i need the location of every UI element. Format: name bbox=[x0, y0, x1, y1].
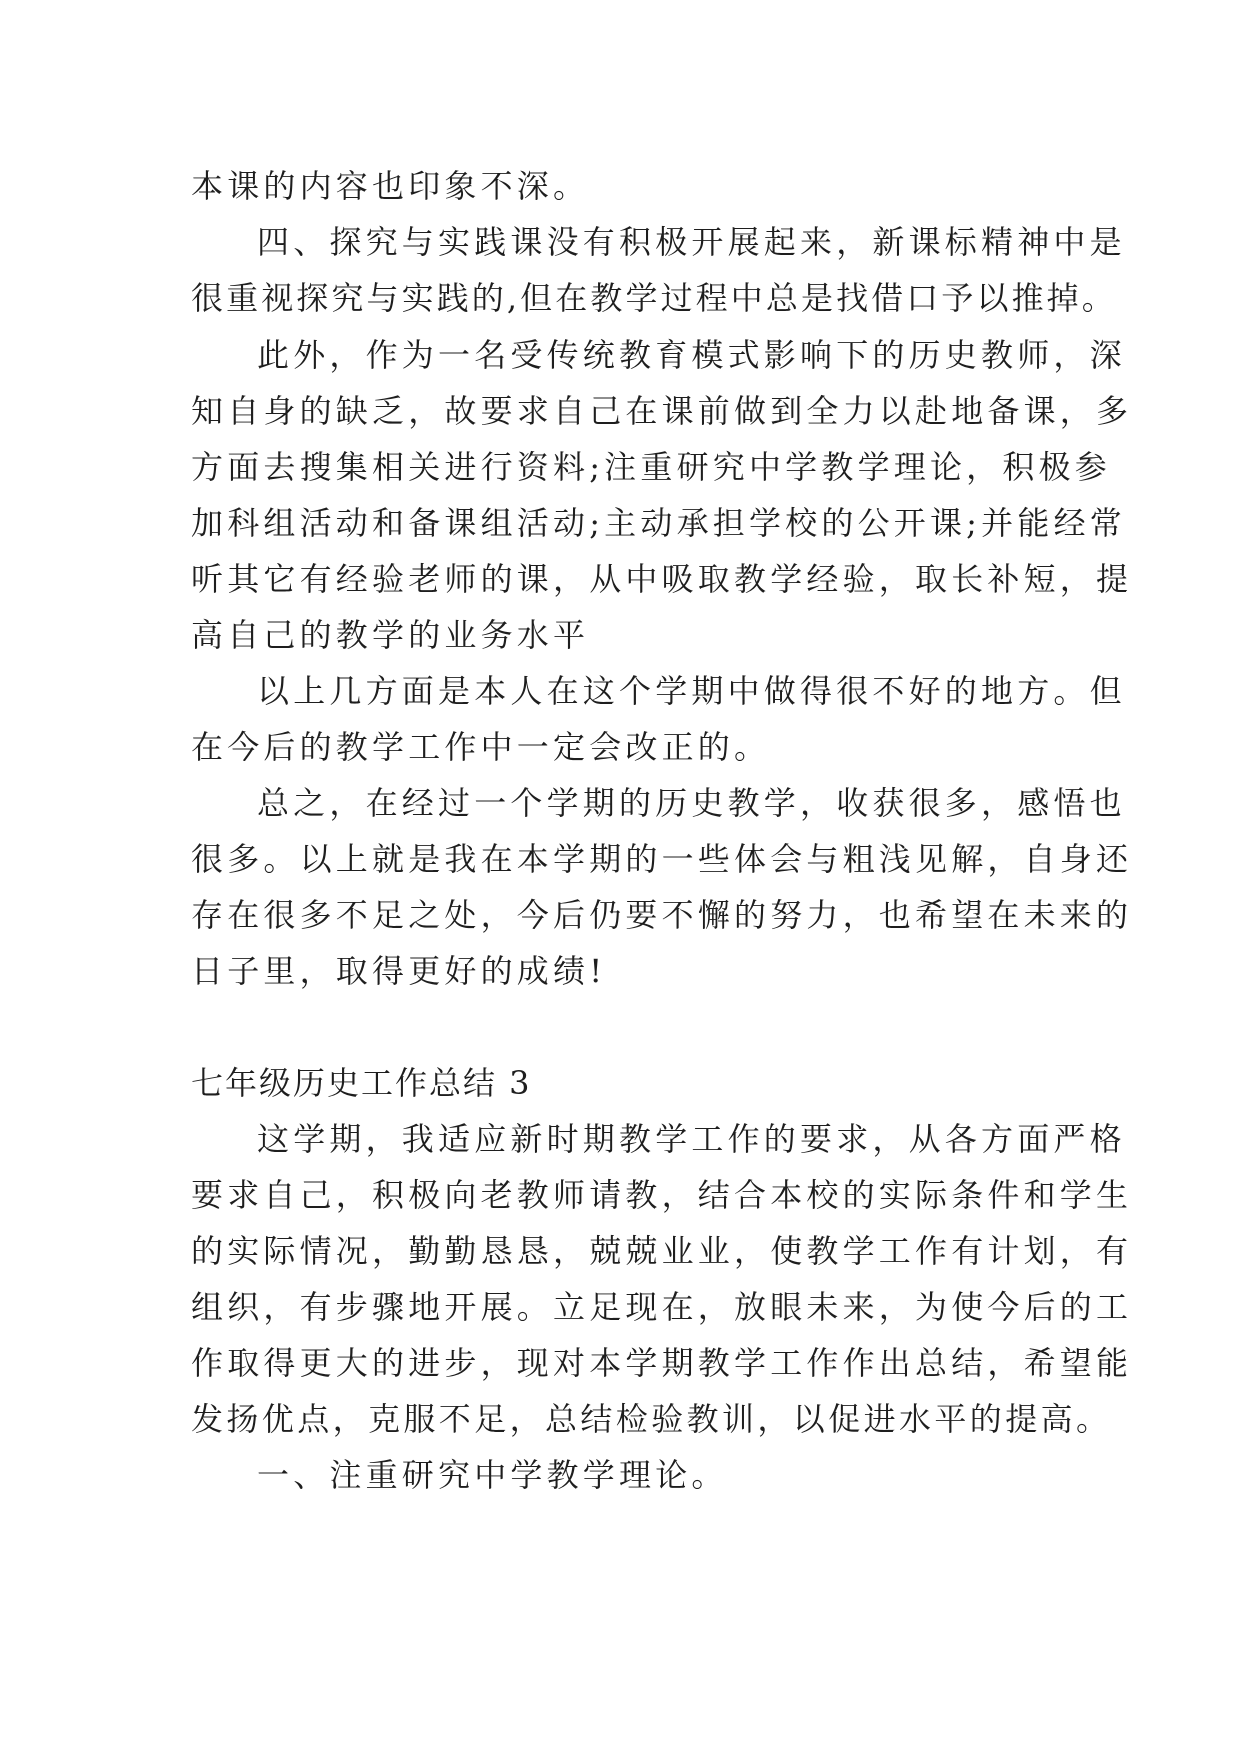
text-line: 的实际情况，勤勤恳恳，兢兢业业，使教学工作有计划，有 bbox=[191, 1232, 1133, 1270]
text-line: 总之，在经过一个学期的历史教学，收获很多，感悟也 bbox=[257, 784, 1126, 822]
text-line: 以上几方面是本人在这个学期中做得很不好的地方。但 bbox=[257, 672, 1126, 710]
text-line: 方面去搜集相关进行资料;注重研究中学教学理论，积极参 bbox=[191, 448, 1111, 486]
text-line: 作取得更大的进步，现对本学期教学工作作出总结，希望能 bbox=[191, 1344, 1133, 1382]
text-line: 很重视探究与实践的,但在教学过程中总是找借口予以推掉。 bbox=[191, 279, 1117, 317]
text-line: 高自己的教学的业务水平 bbox=[191, 616, 590, 654]
text-line: 本课的内容也印象不深。 bbox=[191, 167, 590, 205]
text-line: 很多。以上就是我在本学期的一些体会与粗浅见解，自身还 bbox=[191, 840, 1133, 878]
text-line: 这学期，我适应新时期教学工作的要求，从各方面严格 bbox=[257, 1120, 1126, 1158]
text-line: 听其它有经验老师的课，从中吸取教学经验，取长补短，提 bbox=[191, 560, 1133, 598]
text-line: 要求自己，积极向老教师请教，结合本校的实际条件和学生 bbox=[191, 1176, 1133, 1214]
text-line: 此外，作为一名受传统教育模式影响下的历史教师，深 bbox=[257, 336, 1126, 374]
text-line: 在今后的教学工作中一定会改正的。 bbox=[191, 728, 771, 766]
text-line: 四、探究与实践课没有积极开展起来，新课标精神中是 bbox=[257, 223, 1126, 261]
text-line: 日子里，取得更好的成绩! bbox=[191, 952, 607, 990]
text-line: 发扬优点，克服不足，总结检验教训，以促进水平的提高。 bbox=[191, 1400, 1112, 1438]
text-line: 存在很多不足之处，今后仍要不懈的努力，也希望在未来的 bbox=[191, 896, 1133, 934]
text-line: 一、注重研究中学教学理论。 bbox=[257, 1456, 728, 1494]
text-line: 组织，有步骤地开展。立足现在，放眼未来，为使今后的工 bbox=[191, 1288, 1133, 1326]
text-line: 知自身的缺乏，故要求自己在课前做到全力以赴地备课，多 bbox=[191, 392, 1133, 430]
section-heading: 七年级历史工作总结 3 bbox=[191, 1064, 532, 1102]
text-line: 加科组活动和备课组活动;主动承担学校的公开课;并能经常 bbox=[191, 504, 1126, 542]
